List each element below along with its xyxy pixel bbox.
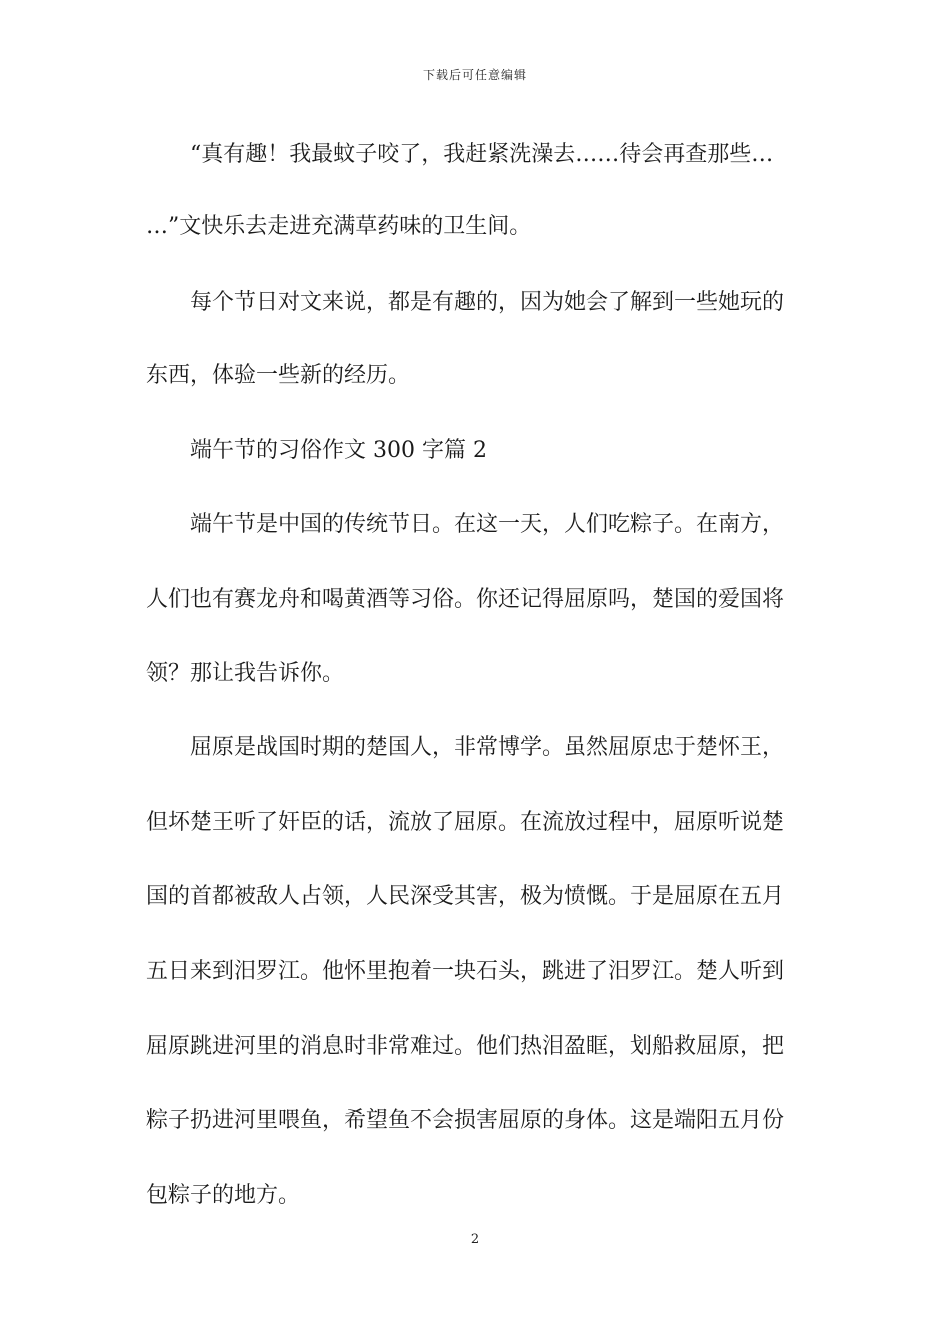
paragraph-line: 每个节日对文来说，都是有趣的，因为她会了解到一些她玩的 <box>190 290 785 315</box>
paragraph-line: “真有趣！我最蚊子咬了，我赶紧洗澡去……待会再查那些… <box>190 142 774 167</box>
paragraph-line: 屈原跳进河里的消息时非常难过。他们热泪盈眶，划船救屈原，把 <box>146 1034 785 1059</box>
paragraph-line: 国的首都被敌人占领，人民深受其害，极为愤慨。于是屈原在五月 <box>146 884 785 909</box>
page-header: 下载后可任意编辑 <box>422 68 527 82</box>
paragraph-line: 领？那让我告诉你。 <box>146 661 345 686</box>
paragraph-line: 端午节是中国的传统节日。在这一天，人们吃粽子。在南方， <box>190 512 785 537</box>
paragraph-line: 屈原是战国时期的楚国人，非常博学。虽然屈原忠于楚怀王， <box>190 735 785 760</box>
paragraph-line: 但坏楚王听了奸臣的话，流放了屈原。在流放过程中，屈原听说楚 <box>146 810 785 835</box>
paragraph-line: 人们也有赛龙舟和喝黄酒等习俗。你还记得屈原吗，楚国的爱国将 <box>146 587 785 612</box>
paragraph-line: 东西，体验一些新的经历。 <box>146 363 411 388</box>
paragraph-line: 五日来到汨罗江。他怀里抱着一块石头，跳进了汨罗江。楚人听到 <box>146 959 785 984</box>
paragraph-line: …”文快乐去走进充满草药味的卫生间。 <box>146 214 532 239</box>
section-heading: 端午节的习俗作文 300 字篇 2 <box>190 438 487 463</box>
paragraph-line: 粽子扔进河里喂鱼，希望鱼不会损害屈原的身体。这是端阳五月份 <box>146 1108 785 1133</box>
paragraph-line: 包粽子的地方。 <box>146 1183 301 1208</box>
page-number: 2 <box>470 1232 480 1247</box>
